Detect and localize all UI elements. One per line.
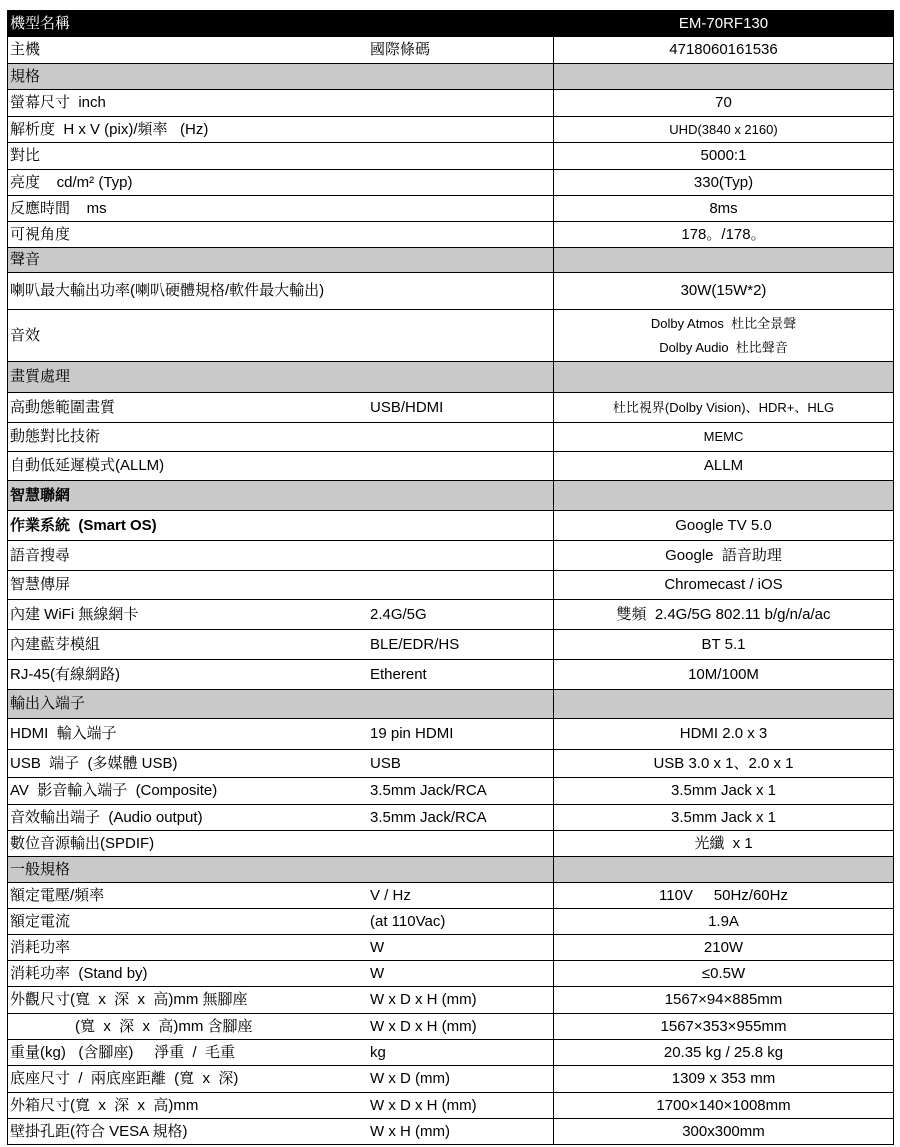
spec-value-cell <box>553 511 893 540</box>
spec-value-cell <box>553 143 893 169</box>
spec-value-cell <box>553 170 893 195</box>
spec-unit: W x D x H (mm) <box>370 991 477 1008</box>
spec-label-cell <box>8 660 553 689</box>
spec-unit: W x H (mm) <box>370 1122 450 1140</box>
spec-value: 70 <box>715 94 732 111</box>
spec-value: 110V 50Hz/60Hz <box>659 886 788 904</box>
section-title: 一般規格 <box>10 860 71 878</box>
spec-row <box>8 883 893 909</box>
spec-value: 300x300mm <box>682 1122 765 1140</box>
spec-value-cell <box>553 1093 893 1118</box>
spec-label-cell <box>8 37 553 63</box>
spec-row <box>8 909 893 935</box>
spec-label-cell <box>8 452 553 480</box>
section-title-cell <box>8 248 553 272</box>
section-title-cell <box>8 690 553 718</box>
spec-row <box>8 805 893 831</box>
spec-label-cell <box>8 831 553 856</box>
spec-label: 數位音源輸出(SPDIF) <box>10 834 155 852</box>
model-value-cell <box>553 11 893 36</box>
spec-table <box>7 10 894 1145</box>
spec-value-cell <box>553 935 893 960</box>
spec-label: 螢幕尺寸 inch <box>10 94 106 111</box>
spec-unit: USB <box>370 754 401 772</box>
spec-label-cell <box>8 571 553 599</box>
spec-label-cell <box>8 1066 553 1092</box>
spec-row <box>8 719 893 750</box>
spec-label-cell <box>8 511 553 540</box>
spec-value-cell <box>553 37 893 63</box>
spec-unit: W <box>370 938 385 956</box>
model-name-label: 機型名稱 <box>10 14 71 32</box>
spec-value: 1.9A <box>708 912 739 930</box>
spec-value: 210W <box>703 938 744 956</box>
spec-label: 可視角度 <box>10 225 71 243</box>
spec-value: 3.5mm Jack x 1 <box>670 782 777 799</box>
spec-row <box>8 143 893 170</box>
spec-value-cell <box>553 987 893 1013</box>
spec-label: 高動態範圍畫質 <box>10 398 116 416</box>
spec-label: 反應時間 ms <box>10 199 107 217</box>
spec-value: 5000:1 <box>700 147 747 164</box>
spec-value: 20.35 kg / 25.8 kg <box>663 1043 784 1061</box>
spec-unit: kg <box>370 1043 386 1061</box>
spec-row <box>8 571 893 600</box>
spec-value-cell <box>553 423 893 451</box>
spec-label: 壁掛孔距(符合 VESA 規格) <box>10 1122 188 1140</box>
spec-label-cell <box>8 393 553 422</box>
spec-label: 額定電流 <box>10 912 71 930</box>
spec-value-cell <box>553 310 893 361</box>
spec-value: Google 語音助理 <box>665 546 782 564</box>
spec-value: ALLM <box>703 457 744 474</box>
spec-value-cell <box>553 750 893 777</box>
spec-value-cell <box>553 961 893 986</box>
spec-label: 主機 <box>10 41 41 58</box>
spec-value: 30W(15W*2) <box>680 282 767 299</box>
spec-label-cell <box>8 961 553 986</box>
spec-unit: Etherent <box>370 665 427 683</box>
spec-label: 底座尺寸 / 兩底座距離 (寬 x 深) <box>10 1070 239 1087</box>
spec-value: BT 5.1 <box>701 635 746 653</box>
spec-value: 10M/100M <box>688 665 759 683</box>
spec-value: 330(Typ) <box>693 173 754 191</box>
spec-label-cell <box>8 1040 553 1065</box>
spec-value: 光纖 x 1 <box>694 834 753 852</box>
spec-value: HDMI 2.0 x 3 <box>679 725 768 742</box>
spec-row <box>8 423 893 452</box>
spec-label: 外箱尺寸(寬 x 深 x 高)mm <box>10 1096 199 1114</box>
section-value-cell <box>553 64 893 89</box>
section-value-cell <box>553 481 893 510</box>
spec-label-cell <box>8 170 553 195</box>
spec-label: 重量(kg) (含腳座) 淨重 / 毛重 <box>10 1043 236 1061</box>
section-header <box>8 362 893 393</box>
spec-label: (寬 x 深 x 高)mm 含腳座 <box>75 1017 253 1035</box>
spec-label: 亮度 cd/m² (Typ) <box>10 173 133 191</box>
spec-row <box>8 1066 893 1093</box>
section-header <box>8 690 893 719</box>
spec-label: USB 端子 (多媒體 USB) <box>10 754 178 772</box>
spec-row <box>8 310 893 362</box>
spec-unit: 3.5mm Jack/RCA <box>370 808 487 826</box>
model-label-cell <box>8 11 553 36</box>
spec-label: 喇叭最大輸出功率(喇叭硬體規格/軟件最大輸出) <box>10 282 325 299</box>
spec-label-cell <box>8 935 553 960</box>
spec-label-cell <box>8 273 553 309</box>
spec-value: 8ms <box>709 199 738 217</box>
spec-label: 自動低延遲模式(ALLM) <box>10 457 165 474</box>
spec-label-cell <box>8 541 553 570</box>
spec-value: 1567×353×955mm <box>660 1017 787 1035</box>
spec-label: 作業系統 (Smart OS) <box>10 516 157 534</box>
spec-label-cell <box>8 1093 553 1118</box>
spec-value-line: Dolby Audio 杜比聲音 <box>659 339 788 355</box>
spec-value-cell <box>553 196 893 221</box>
spec-value-cell <box>553 778 893 804</box>
spec-row <box>8 393 893 423</box>
spec-label: AV 影音輸入端子 (Composite) <box>10 782 218 799</box>
spec-label: 內建 WiFi 無線網卡 <box>10 605 139 623</box>
spec-value-cell <box>553 805 893 830</box>
model-number: EM-70RF130 <box>678 14 769 32</box>
spec-unit: (at 110Vac) <box>370 912 446 930</box>
model-header-row <box>8 11 893 37</box>
spec-label-cell <box>8 719 553 749</box>
spec-row <box>8 170 893 196</box>
spec-unit: 19 pin HDMI <box>370 725 454 742</box>
spec-value-cell <box>553 831 893 856</box>
spec-row <box>8 196 893 222</box>
spec-row <box>8 987 893 1014</box>
spec-value-cell <box>553 600 893 629</box>
spec-row <box>8 1040 893 1066</box>
spec-unit: 3.5mm Jack/RCA <box>370 782 487 799</box>
spec-row <box>8 37 893 64</box>
spec-label: 消耗功率 <box>10 938 71 956</box>
spec-unit: W x D (mm) <box>370 1070 450 1087</box>
spec-value: 杜比視界(Dolby Vision)、HDR+、HLG <box>612 399 835 415</box>
spec-row <box>8 600 893 630</box>
section-header <box>8 64 893 90</box>
spec-value-cell <box>553 273 893 309</box>
section-value-cell <box>553 362 893 392</box>
spec-label-cell <box>8 600 553 629</box>
spec-label-cell <box>8 90 553 116</box>
section-value-cell <box>553 857 893 882</box>
spec-label: 音效 <box>10 326 41 344</box>
spec-row <box>8 273 893 310</box>
spec-label: 音效輸出端子 (Audio output) <box>10 808 203 826</box>
spec-value-cell <box>553 393 893 422</box>
spec-row <box>8 831 893 857</box>
spec-label-cell <box>8 750 553 777</box>
spec-value-cell <box>553 571 893 599</box>
spec-label-cell <box>8 630 553 659</box>
spec-value-cell <box>553 117 893 142</box>
spec-value: 1567×94×885mm <box>664 991 783 1008</box>
spec-unit: V / Hz <box>370 886 411 904</box>
section-title-cell <box>8 481 553 510</box>
spec-row <box>8 630 893 660</box>
spec-unit: W <box>370 964 385 982</box>
section-value-cell <box>553 248 893 272</box>
spec-label: 語音搜尋 <box>10 546 71 564</box>
spec-label: 外觀尺寸(寬 x 深 x 高)mm 無腳座 <box>10 991 248 1008</box>
spec-value-cell <box>553 909 893 934</box>
spec-value-cell <box>553 222 893 247</box>
section-title: 畫質處理 <box>10 368 71 385</box>
spec-label: HDMI 輸入端子 <box>10 725 117 742</box>
spec-label-cell <box>8 222 553 247</box>
spec-label-cell <box>8 805 553 830</box>
spec-row <box>8 778 893 805</box>
spec-label: 解析度 H x V (pix)/頻率 (Hz) <box>10 120 209 138</box>
section-title-cell <box>8 857 553 882</box>
section-title: 智慧聯網 <box>10 486 71 504</box>
spec-unit: BLE/EDR/HS <box>370 635 460 653</box>
spec-unit: W x D x H (mm) <box>370 1017 477 1035</box>
spec-label: 動態對比技術 <box>10 428 101 445</box>
spec-value: 3.5mm Jack x 1 <box>670 808 777 826</box>
spec-value: 1700×140×1008mm <box>656 1096 791 1114</box>
spec-label: 消耗功率 (Stand by) <box>10 964 148 982</box>
spec-row <box>8 1119 893 1145</box>
spec-unit: 2.4G/5G <box>370 605 427 623</box>
spec-row <box>8 660 893 690</box>
spec-row <box>8 222 893 248</box>
spec-value-cell <box>553 660 893 689</box>
spec-unit: W x D x H (mm) <box>370 1096 477 1114</box>
spec-value-cell <box>553 719 893 749</box>
spec-value-cell <box>553 1119 893 1144</box>
spec-row <box>8 90 893 117</box>
spec-value: 1309 x 353 mm <box>671 1070 776 1087</box>
spec-value: 178。/178。 <box>681 225 766 243</box>
spec-label-cell <box>8 1014 553 1039</box>
spec-value: ≤0.5W <box>701 964 746 982</box>
spec-label: 內建藍芽模組 <box>10 635 101 653</box>
section-header <box>8 481 893 511</box>
spec-value-cell <box>553 541 893 570</box>
spec-label-cell <box>8 909 553 934</box>
spec-label-cell <box>8 310 553 361</box>
spec-label: RJ-45(有線網路) <box>10 665 121 683</box>
spec-label-cell <box>8 117 553 142</box>
spec-value-line: Dolby Atmos 杜比全景聲 <box>650 315 797 331</box>
spec-value-cell <box>553 1066 893 1092</box>
spec-label-cell <box>8 143 553 169</box>
section-header <box>8 857 893 883</box>
spec-row <box>8 541 893 571</box>
spec-label: 對比 <box>10 147 41 164</box>
spec-unit: USB/HDMI <box>370 398 444 416</box>
spec-label-cell <box>8 1119 553 1144</box>
spec-value: Google TV 5.0 <box>675 516 772 534</box>
spec-label: 額定電壓/頻率 <box>10 886 105 904</box>
spec-value: Chromecast / iOS <box>664 576 783 593</box>
spec-value-cell <box>553 883 893 908</box>
spec-label-cell <box>8 423 553 451</box>
spec-label-cell <box>8 883 553 908</box>
spec-row <box>8 750 893 778</box>
spec-row <box>8 117 893 143</box>
spec-row <box>8 511 893 541</box>
section-title: 輸出入端子 <box>10 695 86 712</box>
spec-value: MEMC <box>703 429 744 444</box>
spec-label-cell <box>8 987 553 1013</box>
spec-row <box>8 1093 893 1119</box>
spec-unit: 國際條碼 <box>370 41 431 58</box>
spec-value-cell <box>553 1014 893 1039</box>
spec-row <box>8 961 893 987</box>
spec-label-cell <box>8 196 553 221</box>
section-title: 規格 <box>10 67 41 85</box>
section-header <box>8 248 893 273</box>
barcode-value: 4718060161536 <box>669 41 778 58</box>
spec-value: 雙頻 2.4G/5G 802.11 b/g/n/a/ac <box>616 605 831 623</box>
spec-value-cell <box>553 1040 893 1065</box>
spec-label: 智慧傳屏 <box>10 576 71 593</box>
section-title: 聲音 <box>10 251 41 268</box>
spec-value-cell <box>553 452 893 480</box>
spec-value: UHD(3840 x 2160) <box>669 121 778 137</box>
spec-label-cell <box>8 778 553 804</box>
spec-row <box>8 1014 893 1040</box>
spec-value-cell <box>553 630 893 659</box>
spec-value: USB 3.0 x 1、2.0 x 1 <box>653 754 794 772</box>
section-title-cell <box>8 64 553 89</box>
section-title-cell <box>8 362 553 392</box>
spec-row <box>8 452 893 481</box>
spec-row <box>8 935 893 961</box>
section-value-cell <box>553 690 893 718</box>
spec-value-cell <box>553 90 893 116</box>
